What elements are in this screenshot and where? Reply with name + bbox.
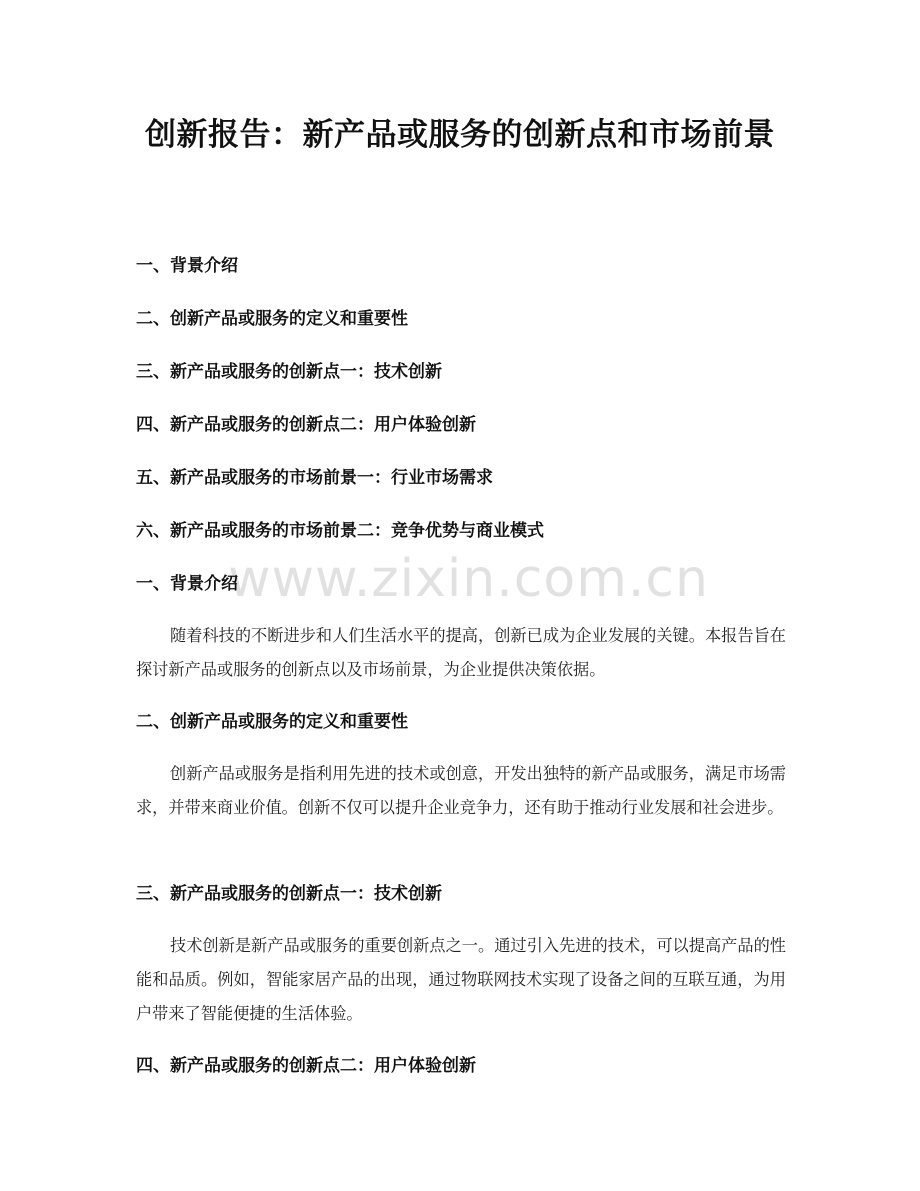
toc-item-5: 五、新产品或服务的市场前景一：行业市场需求 bbox=[136, 468, 493, 488]
section-body: 技术创新是新产品或服务的重要创新点之一。通过引入先进的技术，可以提高产品的性能和品质。例如，智能家居产品的出现，通过物联网技术实现了设备之间的互联互通，为用户带来了智能便捷的生活体验。 bbox=[136, 936, 786, 1023]
document-title: 创新报告：新产品或服务的创新点和市场前景 bbox=[145, 117, 775, 153]
section-body: 创新产品或服务是指利用先进的技术或创意，开发出独特的新产品或服务，满足市场需求，并带来商业价值。创新不仅可以提升企业竞争力，还有助于推动行业发展和社会进步。 bbox=[136, 764, 786, 817]
toc-item-6: 六、新产品或服务的市场前景二：竞争优势与商业模式 bbox=[136, 521, 544, 541]
watermark-text: www.zixin.com.cn bbox=[228, 549, 709, 609]
section-heading: 四、新产品或服务的创新点二：用户体验创新 bbox=[136, 1056, 476, 1076]
toc-item-1: 一、背景介绍 bbox=[136, 256, 238, 276]
section-heading: 一、背景介绍 bbox=[136, 574, 238, 594]
section-heading: 二、创新产品或服务的定义和重要性 bbox=[136, 712, 408, 732]
toc-item-3: 三、新产品或服务的创新点一：技术创新 bbox=[136, 362, 442, 382]
section-heading: 三、新产品或服务的创新点一：技术创新 bbox=[136, 884, 442, 904]
section-body: 随着科技的不断进步和人们生活水平的提高，创新已成为企业发展的关键。本报告旨在探讨新产品或服务的创新点以及市场前景，为企业提供决策依据。 bbox=[136, 626, 786, 679]
toc-item-4: 四、新产品或服务的创新点二：用户体验创新 bbox=[136, 415, 476, 435]
toc-item-2: 二、创新产品或服务的定义和重要性 bbox=[136, 309, 408, 329]
